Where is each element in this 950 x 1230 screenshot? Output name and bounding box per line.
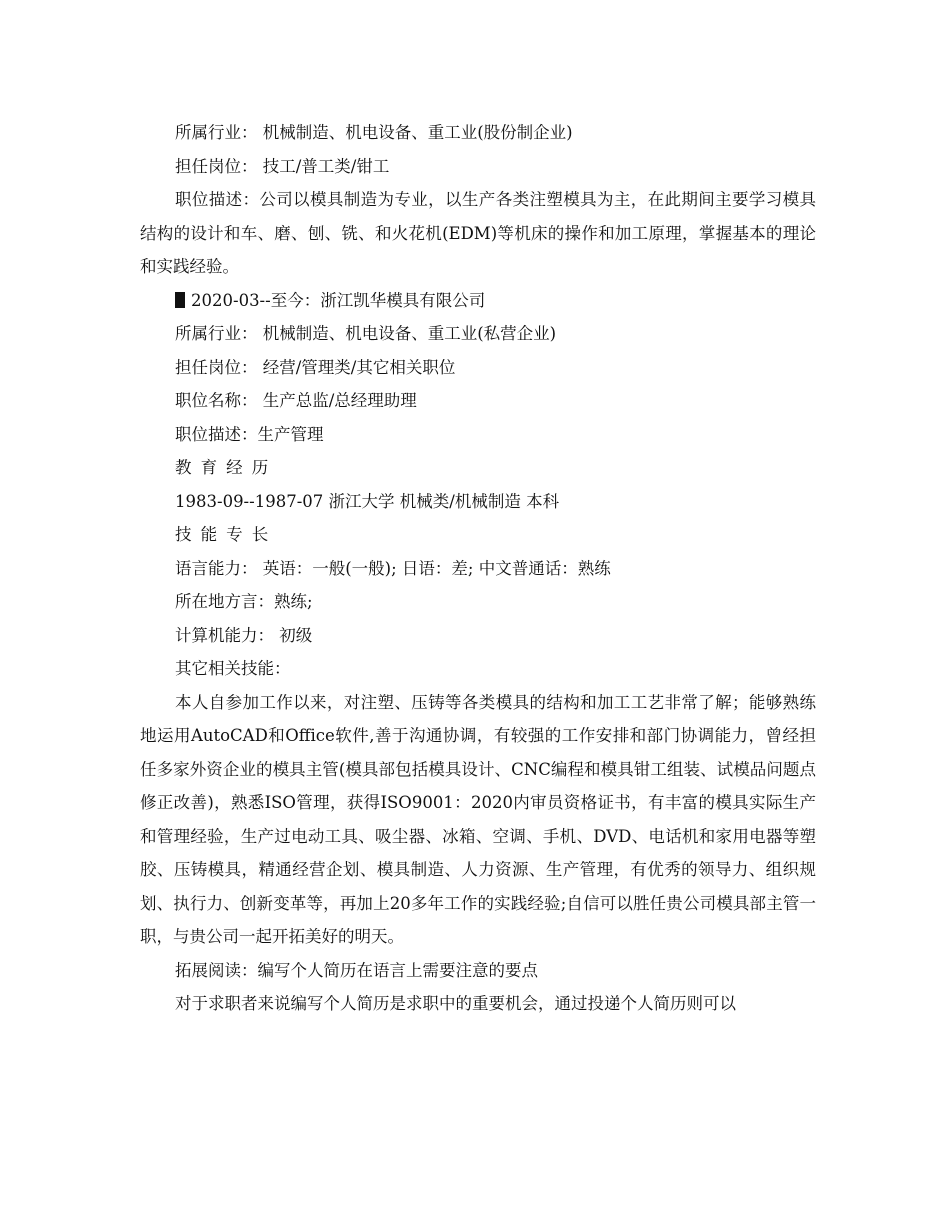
job2-industry: 所属行业： 机械制造、机电设备、重工业(私营企业) xyxy=(175,324,557,343)
bullet-square-icon xyxy=(175,292,185,308)
skills-heading: 技能专长 xyxy=(175,525,278,544)
skills-computer: 计算机能力： 初级 xyxy=(175,625,313,645)
job2-header-text: 2020-03--至今：浙江凯华模具有限公司 xyxy=(191,290,486,310)
job2-header xyxy=(140,284,816,318)
skills-dialect: 所在地方言：熟练; xyxy=(175,592,313,611)
extended-reading-intro: 对于求职者来说编写个人简历是求职中的重要机会，通过投递个人简历则可以 xyxy=(175,994,736,1013)
education-entry: 1983-09--1987-07 浙江大学 机械类/机械制造 本科 xyxy=(175,491,560,511)
extended-reading-title: 拓展阅读：编写个人简历在语言上需要注意的要点 xyxy=(175,960,538,980)
job1-description: 职位描述：公司以模具制造为专业，以生产各类注塑模具为主，在此期间主要学习模具结构的设计和车、磨、刨、铣、和火花机(EDM)等机床的操作和加工原理，掌握基本的理论和实践经验。 xyxy=(140,190,816,276)
education-heading: 教育经历 xyxy=(175,458,278,477)
job1-position: 担任岗位： 技工/普工类/钳工 xyxy=(175,156,390,176)
skills-language: 语言能力： 英语：一般(一般); 日语：差; 中文普通话：熟练 xyxy=(175,558,611,578)
job2-title: 职位名称： 生产总监/总经理助理 xyxy=(175,391,417,410)
job2-description: 职位描述：生产管理 xyxy=(175,424,324,444)
resume-content xyxy=(140,116,816,1021)
job1-industry: 所属行业： 机械制造、机电设备、重工业(股份制企业) xyxy=(175,123,573,142)
skills-other-label: 其它相关技能： xyxy=(175,659,291,678)
job2-position: 担任岗位： 经营/管理类/其它相关职位 xyxy=(175,357,456,377)
skills-other-text: 本人自参加工作以来，对注塑、压铸等各类模具的结构和加工工艺非常了解；能够熟练地运用AutoCAD和Office软件,善于沟通协调，有较强的工作安排和部门协调能力，曾经担任多家外资企业的模具主管(模具部包括模具设计、CNC编程和模具钳工组装、试模品问题点修正改善)，熟悉ISO管理，获得ISO9001：2020内审员资格证书，有丰富的模具实际生产和管理经验，生产过电动工具、吸尘器、冰箱、空调、手机、DVD、电话机和家用电器等塑胶、压铸模具，精通经营企划、模具制造、人力资源、生产管理，有优秀的领导力、组织规划、执行力、创新变革等，再加上20多年工作的实践经验;自信可以胜任贵公司模具部主管一职，与贵公司一起开拓美好的明天。 xyxy=(140,692,816,946)
